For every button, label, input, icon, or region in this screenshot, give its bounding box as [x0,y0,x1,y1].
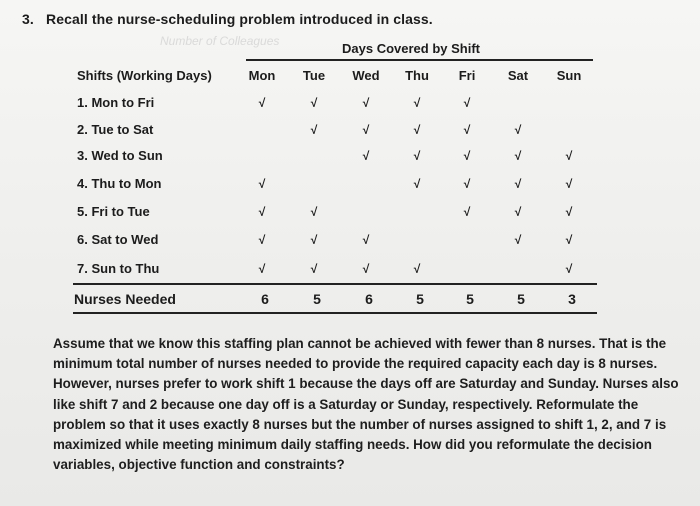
checkmark-icon: √ [413,177,421,191]
checkmark-icon: √ [413,262,421,276]
checkmark-icon: √ [565,177,573,191]
shift-label: 7. Sun to Thu [77,261,160,276]
checkmark-icon: √ [514,123,522,137]
checkmark-icon: √ [565,262,573,276]
checkmark-icon: √ [310,205,318,219]
needed-bottom-rule [73,312,597,314]
shifts-column-header: Shifts (Working Days) [77,68,212,83]
shift-label: 4. Thu to Mon [77,176,162,191]
nurses-needed-sun: 3 [568,291,576,307]
checkmark-icon: √ [310,262,318,276]
checkmark-icon: √ [362,262,370,276]
checkmark-icon: √ [514,177,522,191]
checkmark-icon: √ [565,205,573,219]
day-header-sat: Sat [507,68,529,83]
checkmark-icon: √ [565,233,573,247]
checkmark-icon: √ [463,177,471,191]
day-header-fri: Fri [458,68,476,83]
instructions-paragraph: Assume that we know this staffing plan cannot be achieved with fewer than 8 nurses. That is the minimum total number of nurses needed to provide the required capacity each day is 8 nurses. However, nurses prefer to work shift 1 because the days off are Saturday and Sunday. Nurses also like shift 7 and 2 because one day off is a Saturday or Sunday, respectively. Reformulate the problem so that it uses exactly 8 nurses but the number of nurses assigned to shift 1, 2, and 7 is maximized while meeting minimum daily staffing needs. How did you reformulate the decision variables, objective function and constraints? [53,336,679,473]
days-covered-header: Days Covered by Shift [342,41,480,56]
nurses-needed-fri: 5 [466,291,474,307]
nurses-needed-mon: 6 [261,291,269,307]
checkmark-icon: √ [310,233,318,247]
shift-label: 2. Tue to Sat [77,122,154,137]
nurses-needed-label: Nurses Needed [74,291,176,307]
nurses-needed-sat: 5 [517,291,525,307]
day-header-wed: Wed [352,68,380,83]
checkmark-icon: √ [258,96,266,110]
checkmark-icon: √ [565,149,573,163]
checkmark-icon: √ [413,149,421,163]
checkmark-icon: √ [463,205,471,219]
checkmark-icon: √ [258,262,266,276]
checkmark-icon: √ [514,205,522,219]
shift-label: 6. Sat to Wed [77,232,159,247]
checkmark-icon: √ [463,123,471,137]
nurses-needed-wed: 6 [365,291,373,307]
question-title: Recall the nurse-scheduling problem introduced in class. [46,11,433,27]
checkmark-icon: √ [362,233,370,247]
days-header-underline [246,59,593,61]
checkmark-icon: √ [310,96,318,110]
question-heading [22,11,433,27]
checkmark-icon: √ [258,177,266,191]
checkmark-icon: √ [362,96,370,110]
checkmark-icon: √ [258,233,266,247]
day-header-thu: Thu [405,68,429,83]
checkmark-icon: √ [413,96,421,110]
shift-label: 1. Mon to Fri [77,95,155,110]
checkmark-icon: √ [463,149,471,163]
checkmark-icon: √ [413,123,421,137]
needed-top-rule [73,283,597,285]
checkmark-icon: √ [310,123,318,137]
checkmark-icon: √ [362,123,370,137]
checkmark-icon: √ [463,96,471,110]
checkmark-icon: √ [362,149,370,163]
shift-label: 3. Wed to Sun [77,148,163,163]
day-header-mon: Mon [248,68,276,83]
shift-label: 5. Fri to Tue [77,204,150,219]
nurses-needed-tue: 5 [313,291,321,307]
checkmark-icon: √ [258,205,266,219]
checkmark-icon: √ [514,149,522,163]
day-header-tue: Tue [302,68,326,83]
day-header-sun: Sun [556,68,582,83]
question-number: 3. [22,11,34,27]
faded-background-text: Number of Colleagues [160,34,280,48]
nurses-needed-thu: 5 [416,291,424,307]
checkmark-icon: √ [514,233,522,247]
